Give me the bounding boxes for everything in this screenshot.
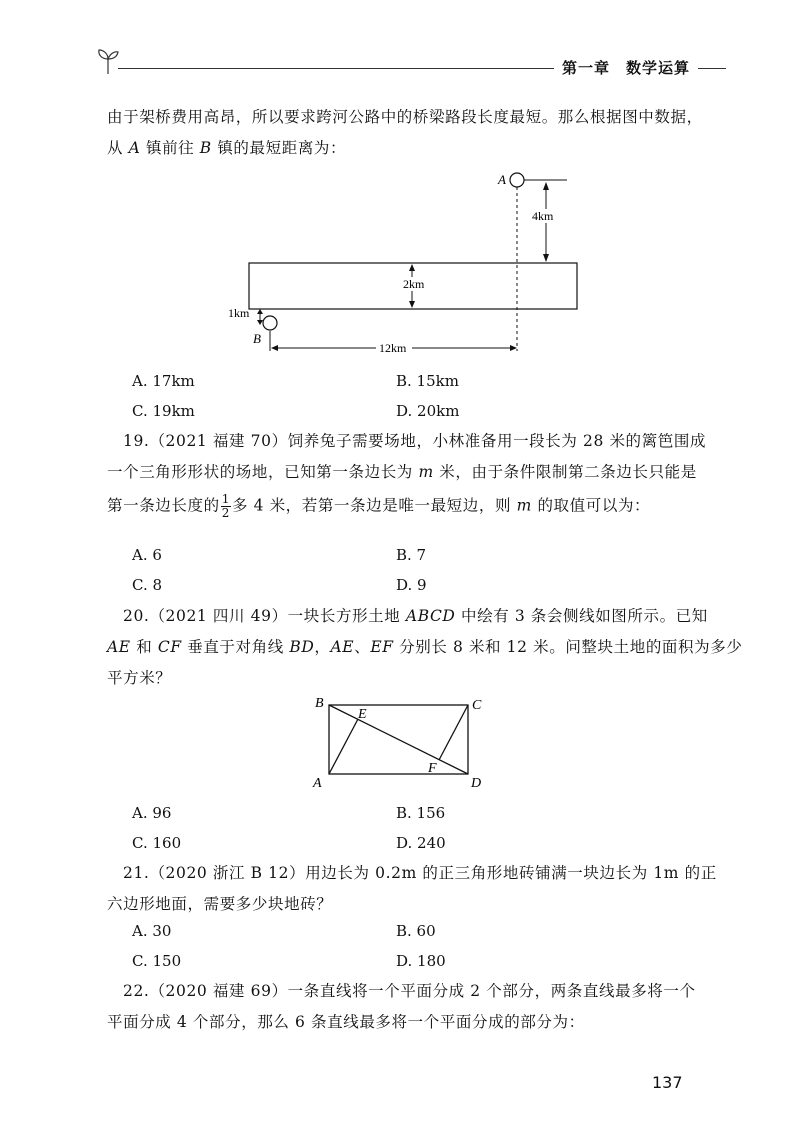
sprout-icon	[96, 46, 120, 76]
q18-option-c: C. 19km	[132, 402, 195, 420]
q20-line-2: AE 和 CF 垂直于对角线 BD，AE、EF 分别长 8 米和 12 米。问整块土地的面积为多少	[107, 638, 743, 656]
segment-cf	[439, 705, 468, 760]
q20-line-3: 平方米？	[107, 669, 172, 687]
q18-option-d: D. 20km	[396, 402, 460, 420]
fraction-one-half: $\frac{1}{2}$	[221, 492, 230, 520]
label-a: A	[498, 172, 506, 187]
intro-line-1: 由于架桥费用高昂，所以要求跨河公路中的桥梁路段长度最短。那么根据图中数据，	[107, 108, 703, 126]
q20-line-1: 20.（2021 四川 49）一块长方形土地 ABCD 中绘有 3 条会侧线如图所示。已知	[123, 607, 708, 625]
q21-option-c: C. 150	[132, 952, 182, 970]
dist-b-label: 1km	[228, 306, 250, 320]
q20-option-d: D. 240	[396, 834, 446, 852]
q19-option-a: A. 6	[132, 546, 162, 564]
q21-option-b: B. 60	[396, 922, 436, 940]
q20-option-c: C. 160	[132, 834, 182, 852]
chapter-title: 第一章 数学运算	[554, 57, 698, 78]
q20-option-a: A. 96	[132, 804, 172, 822]
q18-option-b: B. 15km	[396, 372, 459, 390]
town-a-marker	[510, 173, 524, 187]
label-c: C	[472, 698, 482, 713]
q21-option-a: A. 30	[132, 922, 172, 940]
q20-option-b: B. 156	[396, 804, 446, 822]
label-f: F	[428, 761, 437, 776]
q22-line-1: 22.（2020 福建 69）一条直线将一个平面分成 2 个部分，两条直线最多将一个	[123, 982, 696, 1000]
intro-line-2: 从 A 镇前往 B 镇的最短距离为：	[107, 139, 347, 157]
label-b: B	[315, 696, 324, 711]
q19-option-c: C. 8	[132, 576, 163, 594]
horizontal-label: 12km	[379, 341, 407, 355]
town-b-marker	[263, 316, 277, 330]
river-bridge-figure	[220, 165, 590, 360]
q21-option-d: D. 180	[396, 952, 446, 970]
q19-option-b: B. 7	[396, 546, 427, 564]
label-e: E	[358, 707, 367, 722]
label-d: D	[471, 776, 482, 791]
rectangle-abcd-figure	[305, 693, 500, 793]
q21-line-2: 六边形地面，需要多少块地砖？	[107, 895, 333, 913]
page-number: 137	[652, 1073, 683, 1092]
q21-line-1: 21.（2020 浙江 B 12）用边长为 0.2m 的正三角形地砖铺满一块边长为 1m 的正	[123, 864, 717, 882]
dist-a-label: 4km	[532, 209, 554, 223]
q19-option-d: D. 9	[396, 576, 427, 594]
page-header	[96, 40, 726, 80]
q19-line-3: 第一条边长度的 $\frac{1}{2}$ 多 4 米，若第一条边是唯一最短边，则 m 的取值可以为：	[107, 492, 651, 520]
river-width-label: 2km	[403, 277, 425, 291]
q22-line-2: 平面分成 4 个部分，那么 6 条直线最多将一个平面分成的部分为：	[107, 1013, 585, 1031]
diagonal-bd	[329, 705, 468, 774]
label-a: A	[313, 776, 322, 791]
segment-ae	[329, 719, 358, 774]
q19-line-1: 19.（2021 福建 70）饲养兔子需要场地，小林准备用一段长为 28 米的篱笆围成	[123, 432, 707, 450]
q18-option-a: A. 17km	[132, 372, 195, 390]
label-b: B	[253, 331, 261, 346]
q19-line-2: 一个三角形形状的场地，已知第一条边长为 m 米，由于条件限制第二条边长只能是	[107, 463, 697, 481]
